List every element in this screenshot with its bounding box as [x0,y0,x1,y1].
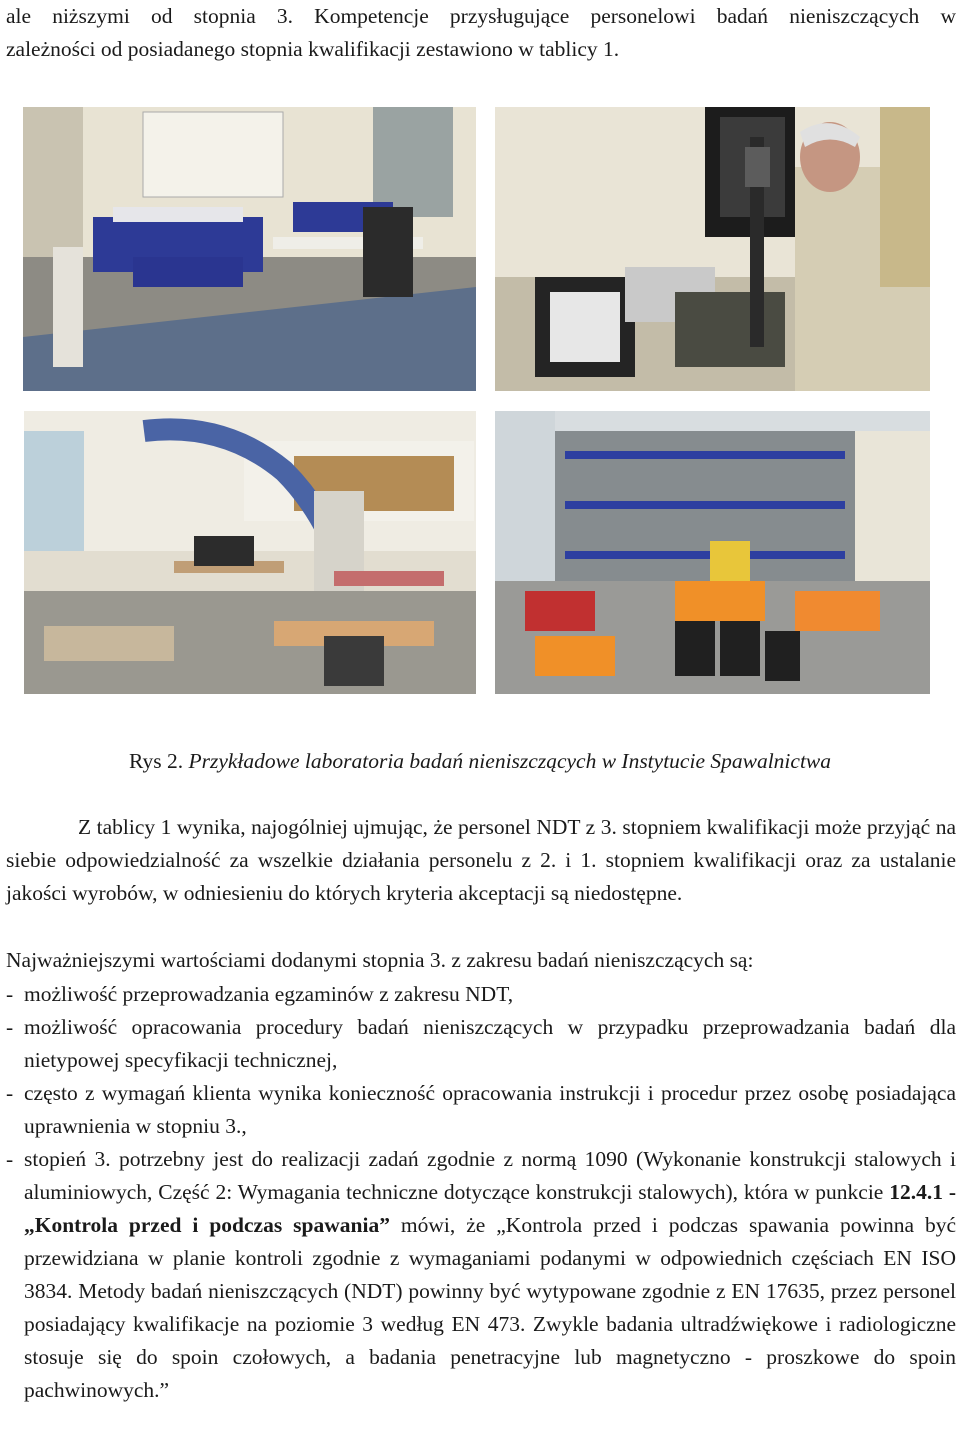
photo-ndt-operator [495,107,930,391]
list-item-standard-bold: 12.4.1 - „Kontrola przed i podczas spawania” [24,1180,956,1237]
list-item: - możliwość przeprowadzania egzaminów z zakresu NDT, [6,978,956,1011]
photo-classroom-lab [23,107,476,391]
photo-radiography-lab [495,411,930,694]
list-item: - często z wymagań klienta wynika konieczność opracowania instrukcji i procedur przez osobę posiadająca uprawnienia w stopniu 3., [6,1077,956,1143]
body-paragraph-2: Najważniejszymi wartościami dodanymi stopnia 3. z zakresu badań nieniszczących są: [6,948,754,972]
list-item: - możliwość opracowania procedury badań nieniszczących w przypadku przeprowadzania badań dla nietypowej specyfikacji technicznej, [6,1011,956,1077]
photo-penetrant-lab [24,411,476,694]
figure-caption [0,746,960,776]
body-paragraph-1: Z tablicy 1 wynika, najogólniej ujmując, że personel NDT z 3. stopniem kwalifikacji może przyjąć na siebie odpowiedzialność za wszelkie działania personelu z 2. i 1. stopniem kwalifikacji oraz za ustalanie jakości wyrobów, w odniesieniu do których kryteria akceptacji są niedostępne. [6,815,956,905]
figure-caption-text: Przykładowe laboratoria badań nieniszczących w Instytucie Spawalnictwa [183,749,832,773]
list-item-standard [6,1143,956,1407]
values-list [6,978,956,1407]
intro-line-2: zależności od posiadanego stopnia kwalifikacji zestawiono w tablicy 1. [6,37,620,61]
figure-caption-label: Rys 2. [128,749,184,773]
list-item-standard-text-post: mówi, że „Kontrola przed i podczas spawania powinna być przewidziana w planie kontroli zgodnie z wymaganiami podanymi w odpowiednich częściach EN ISO 3834. Metody badań nieniszczących (NDT) powinny być wytypowane zgodnie z EN 17635, przez personel posiadający kwalifikacje na poziomie 3 według EN 473. Zwykle badania ultradźwiękowe i radiologiczne stosuje się do spoin czołowych, a badania penetracyjne lub magnetyczno - proszkowe do spoin pachwinowych.” [24,1213,956,1402]
intro-line-1: ale niższymi od stopnia 3. Kompetencje przysługujące personelowi badań nieniszczących w [6,4,956,28]
list-item-standard-text-pre: stopień 3. potrzebny jest do realizacji zadań zgodnie z normą 1090 (Wykonanie konstrukcji stalowych i aluminiowych, Część 2: Wymagania techniczne dotyczące konstrukcji stalowych), która w punkcie [24,1147,956,1204]
